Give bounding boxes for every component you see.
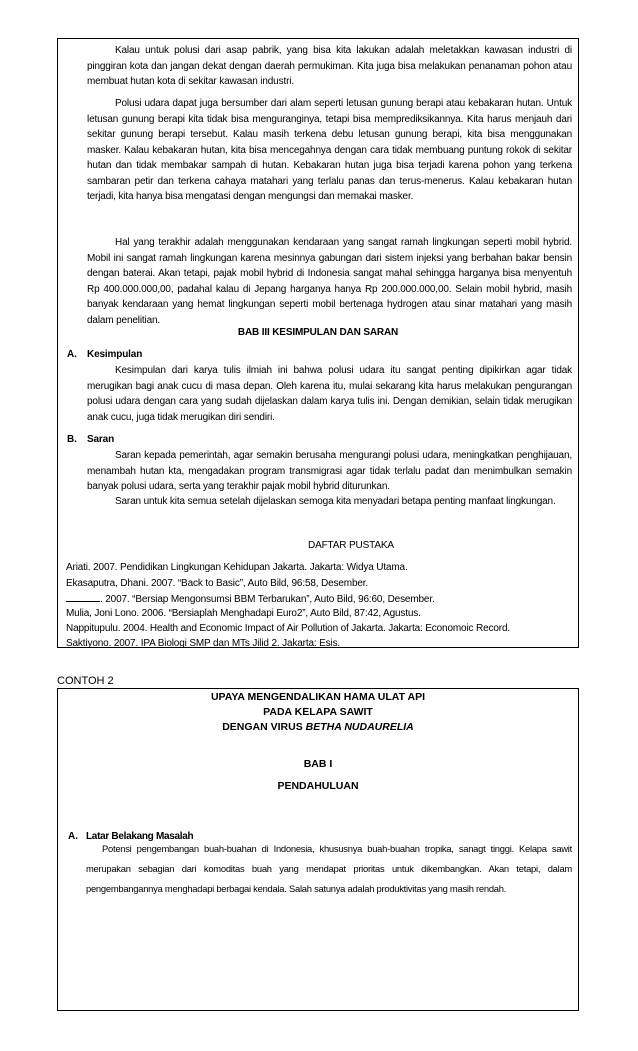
- paragraph-industri: Kalau untuk polusi dari asap pabrik, yang bisa kita lakukan adalah meletakkan kawasan industri di pinggiran kota dan jangan dekat dengan daerah permukiman. Kita juga bisa melakukan penanaman pohon atau membuat hutan kota di sekitar kawasan industri.: [87, 45, 572, 87]
- kesimpulan-label: A.: [67, 349, 77, 360]
- title-3-prefix: DENGAN VIRUS: [222, 721, 306, 733]
- contoh2-title-3: [58, 719, 578, 735]
- latar-text: Potensi pengembangan buah-buahan di Indonesia, khususnya buah-buahan tropika, sanagt tinggi. Kelapa sawit merupakan sebagian dari komoditas buah yang mendapat prioritas untuk dikembangkan. Akan tetapi, dalam pengembangannya menghadapi berbagai kendala. Salah satunya adalah produktivitas yang masih rendah.: [86, 843, 572, 894]
- kesimpulan-text: Kesimpulan dari karya tulis ilmiah ini bahwa polusi udara itu sangat penting dipikirkan agar tidak merugikan bagi anak cucu di masa depan. Oleh karena itu, mulai sekarang kita harus melakukan pengurangan polusi udara dengan cara yang sudah dijelaskan dalam karya tulis ini. Dengan demikian, selain tidak merugikan anak cucu, juga tidak merugikan diri sendiri.: [87, 365, 572, 423]
- page-box-2: [57, 688, 579, 1011]
- saran-text-1: Saran kepada pemerintah, agar semakin berusaha mengurangi polusi udara, meningkatkan penghijauan, menambah hutan kta, mengadakan program transmigrasi agar tidak terlalu padat dan menimbulkan semakin banyak polusi udara, serta yang terakhir pajak mobil hybrid diturunkan.: [87, 450, 572, 492]
- contoh2-title-1: UPAYA MENGENDALIKAN HAMA ULAT API: [210, 691, 426, 703]
- title-3-italic: BETHA NUDAURELIA: [305, 721, 414, 733]
- reference-item: Ariati. 2007. Pendidikan Lingkungan Kehidupan Jakarta. Jakarta: Widya Utama.: [66, 562, 408, 573]
- saran-text-2: Saran untuk kita semua setelah dijelaskan semoga kita menyadari betapa penting manfaat lingkungan.: [115, 496, 556, 507]
- paragraph-alam: Polusi udara dapat juga bersumber dari alam seperti letusan gunung berapi atau kebakaran hutan. Untuk letusan gunung berapi kita tidak bisa menguranginya, tetapi bisa memprediksikannya. Kita harus menjauh dari sekitar gunung berapi tersebut. Kalau masih terkena debu letusan gunung berapi, kita bisa menggunakan masker. Kalau kebakaran hutan, kita bisa mencegahnya dengan cara tidak membuang puntung rokok di sekitar hutan dan tidak membakar sampah di hutan. Kebakaran hutan juga bisa terjadi karena pohon yang terkena sambaran petir dan terkena cahaya matahari yang terlalu panas dan terus-menerus. Kalau kebakaran hutan terjadi, kita hanya bisa mengatasi dengan mengungsi dan memakai masker.: [87, 98, 572, 202]
- saran-heading: Saran: [87, 434, 115, 445]
- contoh2-title-2: PADA KELAPA SAWIT: [263, 706, 373, 718]
- bab3-title: BAB III KESIMPULAN DAN SARAN: [237, 327, 399, 338]
- latar-label: A.: [68, 831, 78, 842]
- saran-label: B.: [67, 434, 77, 445]
- page-box-1: [57, 38, 579, 648]
- reference-item: Mulia, Joni Lono. 2006. “Bersiaplah Menghadapi Euro2”, Auto Bild, 87:42, Agustus.: [66, 608, 421, 619]
- latar-heading: Latar Belakang Masalah: [86, 831, 194, 842]
- reference-item: Nappitupulu. 2004. Health and Economic Impact of Air Pollution of Jakarta. Jakarta: Economoic Record.: [66, 623, 510, 634]
- kesimpulan-heading: Kesimpulan: [87, 349, 143, 360]
- reference-item: Ekasaputra, Dhani. 2007. “Back to Basic”, Auto Bild, 96:58, Desember.: [66, 578, 369, 589]
- reference-text: . 2007. “Bersiap Mengonsumsi BBM Terbarukan”, Auto Bild, 96:60, Desember.: [100, 594, 435, 605]
- ditto-line: [66, 591, 100, 602]
- pustaka-title: DAFTAR PUSTAKA: [308, 540, 394, 551]
- bab1-label: BAB I: [303, 758, 333, 770]
- paragraph-hybrid: Hal yang terakhir adalah menggunakan kendaraan yang sangat ramah lingkungan seperti mobil hybrid. Mobil ini sangat ramah lingkungan karena mesinnya gabungan dari sistem injeksi yang berbahan bakar bensin dengan baterai. Akan tetapi, pajak mobil hybrid di Indonesia sangat mahal sehingga harganya bisa menyentuh Rp 400.000.000,00, padahal kalau di Jepang harganya hanya Rp 200.000.000,00. Selain mobil hybrid, masih banyak kendaraan yang hemat lingkungan seperti mobil bertenaga hydrogen atau sinar matahari yang masih dalam penelitian.: [87, 237, 572, 326]
- bab1-title: PENDAHULUAN: [277, 780, 359, 792]
- contoh-label: CONTOH 2: [57, 675, 114, 687]
- reference-item: Saktiyono. 2007. IPA Biologi SMP dan MTs Jilid 2. Jakarta: Esis.: [66, 638, 341, 649]
